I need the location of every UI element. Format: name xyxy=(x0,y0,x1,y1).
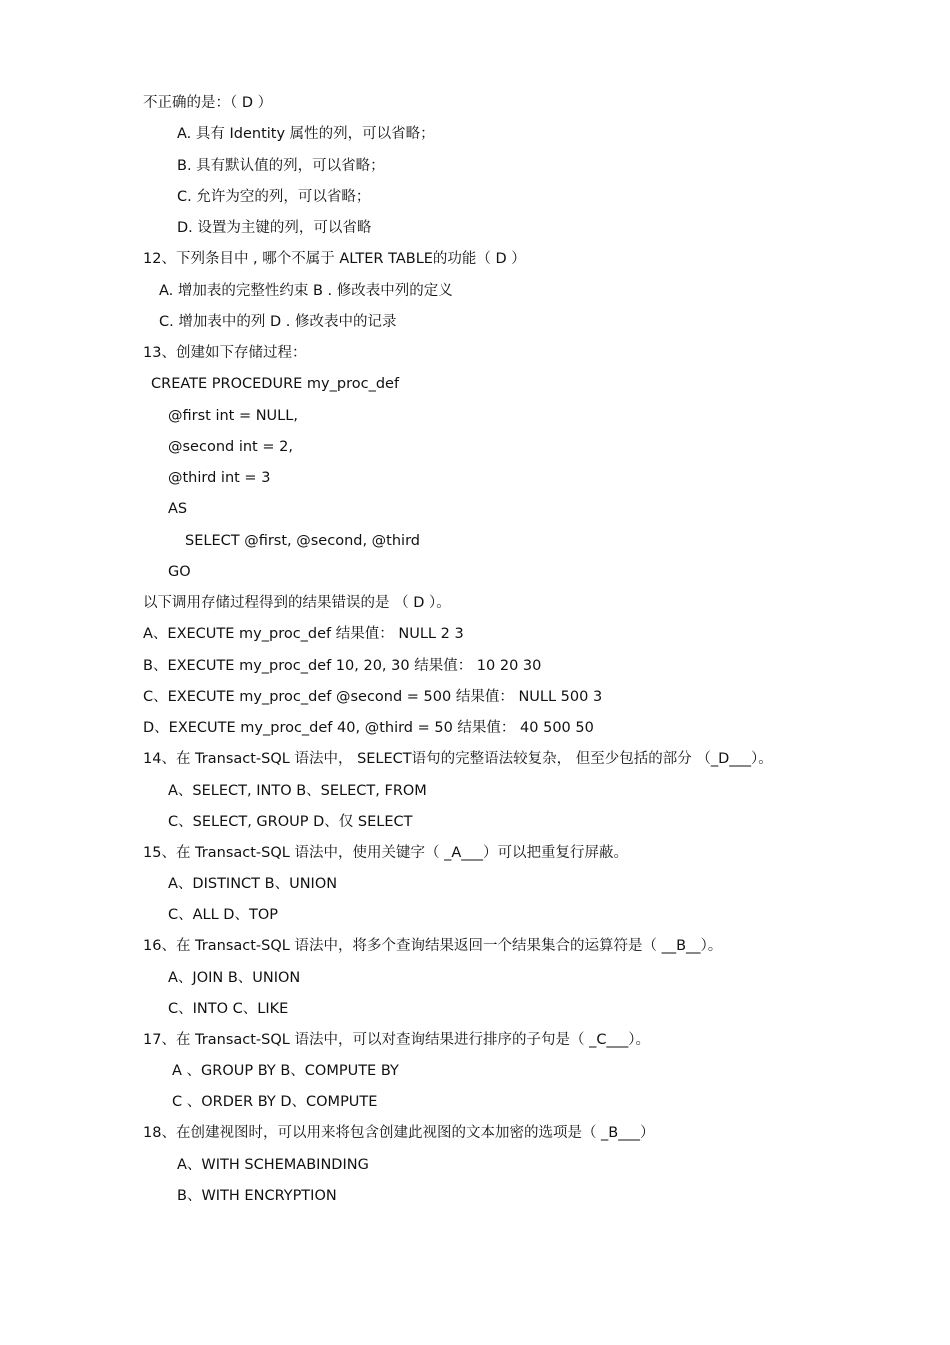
text-line: C、INTO C、LIKE xyxy=(168,1001,289,1017)
text-line: 15、在 Transact-SQL 语法中，使用关键字（ _A___）可以把重复行屏蔽。 xyxy=(143,845,628,861)
text-line: C 、ORDER BY D、COMPUTE xyxy=(172,1094,378,1110)
text-line: 18、在创建视图时，可以用来将包含创建此视图的文本加密的选项是（ _B___） xyxy=(143,1125,655,1141)
text-line: A、WITH SCHEMABINDING xyxy=(177,1157,369,1173)
text-line: 不正确的是：（ D ） xyxy=(143,95,273,111)
text-line: B. 具有默认值的列，可以省略； xyxy=(177,158,385,174)
text-line: B、WITH ENCRYPTION xyxy=(177,1188,337,1204)
text-line: A、EXECUTE my_proc_def 结果值： NULL 2 3 xyxy=(143,626,464,642)
text-line: A、JOIN B、UNION xyxy=(168,970,301,986)
text-line: A、DISTINCT B、UNION xyxy=(168,876,338,892)
text-line: C. 允许为空的列，可以省略； xyxy=(177,189,371,205)
text-line: @second int = 2, xyxy=(168,439,293,455)
text-line: 16、在 Transact-SQL 语法中，将多个查询结果返回一个结果集合的运算符是（ __B__）。 xyxy=(143,938,723,954)
text-line: D. 设置为主键的列，可以省略 xyxy=(177,220,372,236)
text-line: 17、在 Transact-SQL 语法中，可以对查询结果进行排序的子句是（ _C___）。 xyxy=(143,1032,650,1048)
text-line: A 、GROUP BY B、COMPUTE BY xyxy=(172,1063,399,1079)
text-line: AS xyxy=(168,501,188,517)
text-line: @third int = 3 xyxy=(168,470,271,486)
text-line: B、EXECUTE my_proc_def 10, 20, 30 结果值： 10 20 30 xyxy=(143,658,542,674)
text-line: CREATE PROCEDURE my_proc_def xyxy=(151,376,400,392)
text-line: A、SELECT, INTO B、SELECT, FROM xyxy=(168,783,427,799)
text-line: D、EXECUTE my_proc_def 40, @third = 50 结果值： 40 500 50 xyxy=(143,720,594,736)
text-line: @first int = NULL, xyxy=(168,408,298,424)
text-line: C、SELECT, GROUP D、仅 SELECT xyxy=(168,814,413,830)
text-line: 13、创建如下存储过程： xyxy=(143,345,307,361)
text-line: SELECT @first, @second, @third xyxy=(185,533,420,549)
text-line: 14、在 Transact-SQL 语法中， SELECT语句的完整语法较复杂， 但至少包括的部分 （_D___）。 xyxy=(143,751,773,767)
text-line: C、ALL D、TOP xyxy=(168,907,278,923)
text-line: GO xyxy=(168,564,191,580)
text-line: A. 增加表的完整性约束 B . 修改表中列的定义 xyxy=(159,283,453,299)
text-line: C、EXECUTE my_proc_def @second = 500 结果值： NULL 500 3 xyxy=(143,689,603,705)
text-line: 以下调用存储过程得到的结果错误的是 （ D ）。 xyxy=(143,595,451,611)
text-line: 12、下列条目中 , 哪个不属于 ALTER TABLE的功能（ D ） xyxy=(143,251,526,267)
text-line: C. 增加表中的列 D . 修改表中的记录 xyxy=(159,314,397,330)
text-line: A. 具有 Identity 属性的列，可以省略； xyxy=(177,126,435,142)
